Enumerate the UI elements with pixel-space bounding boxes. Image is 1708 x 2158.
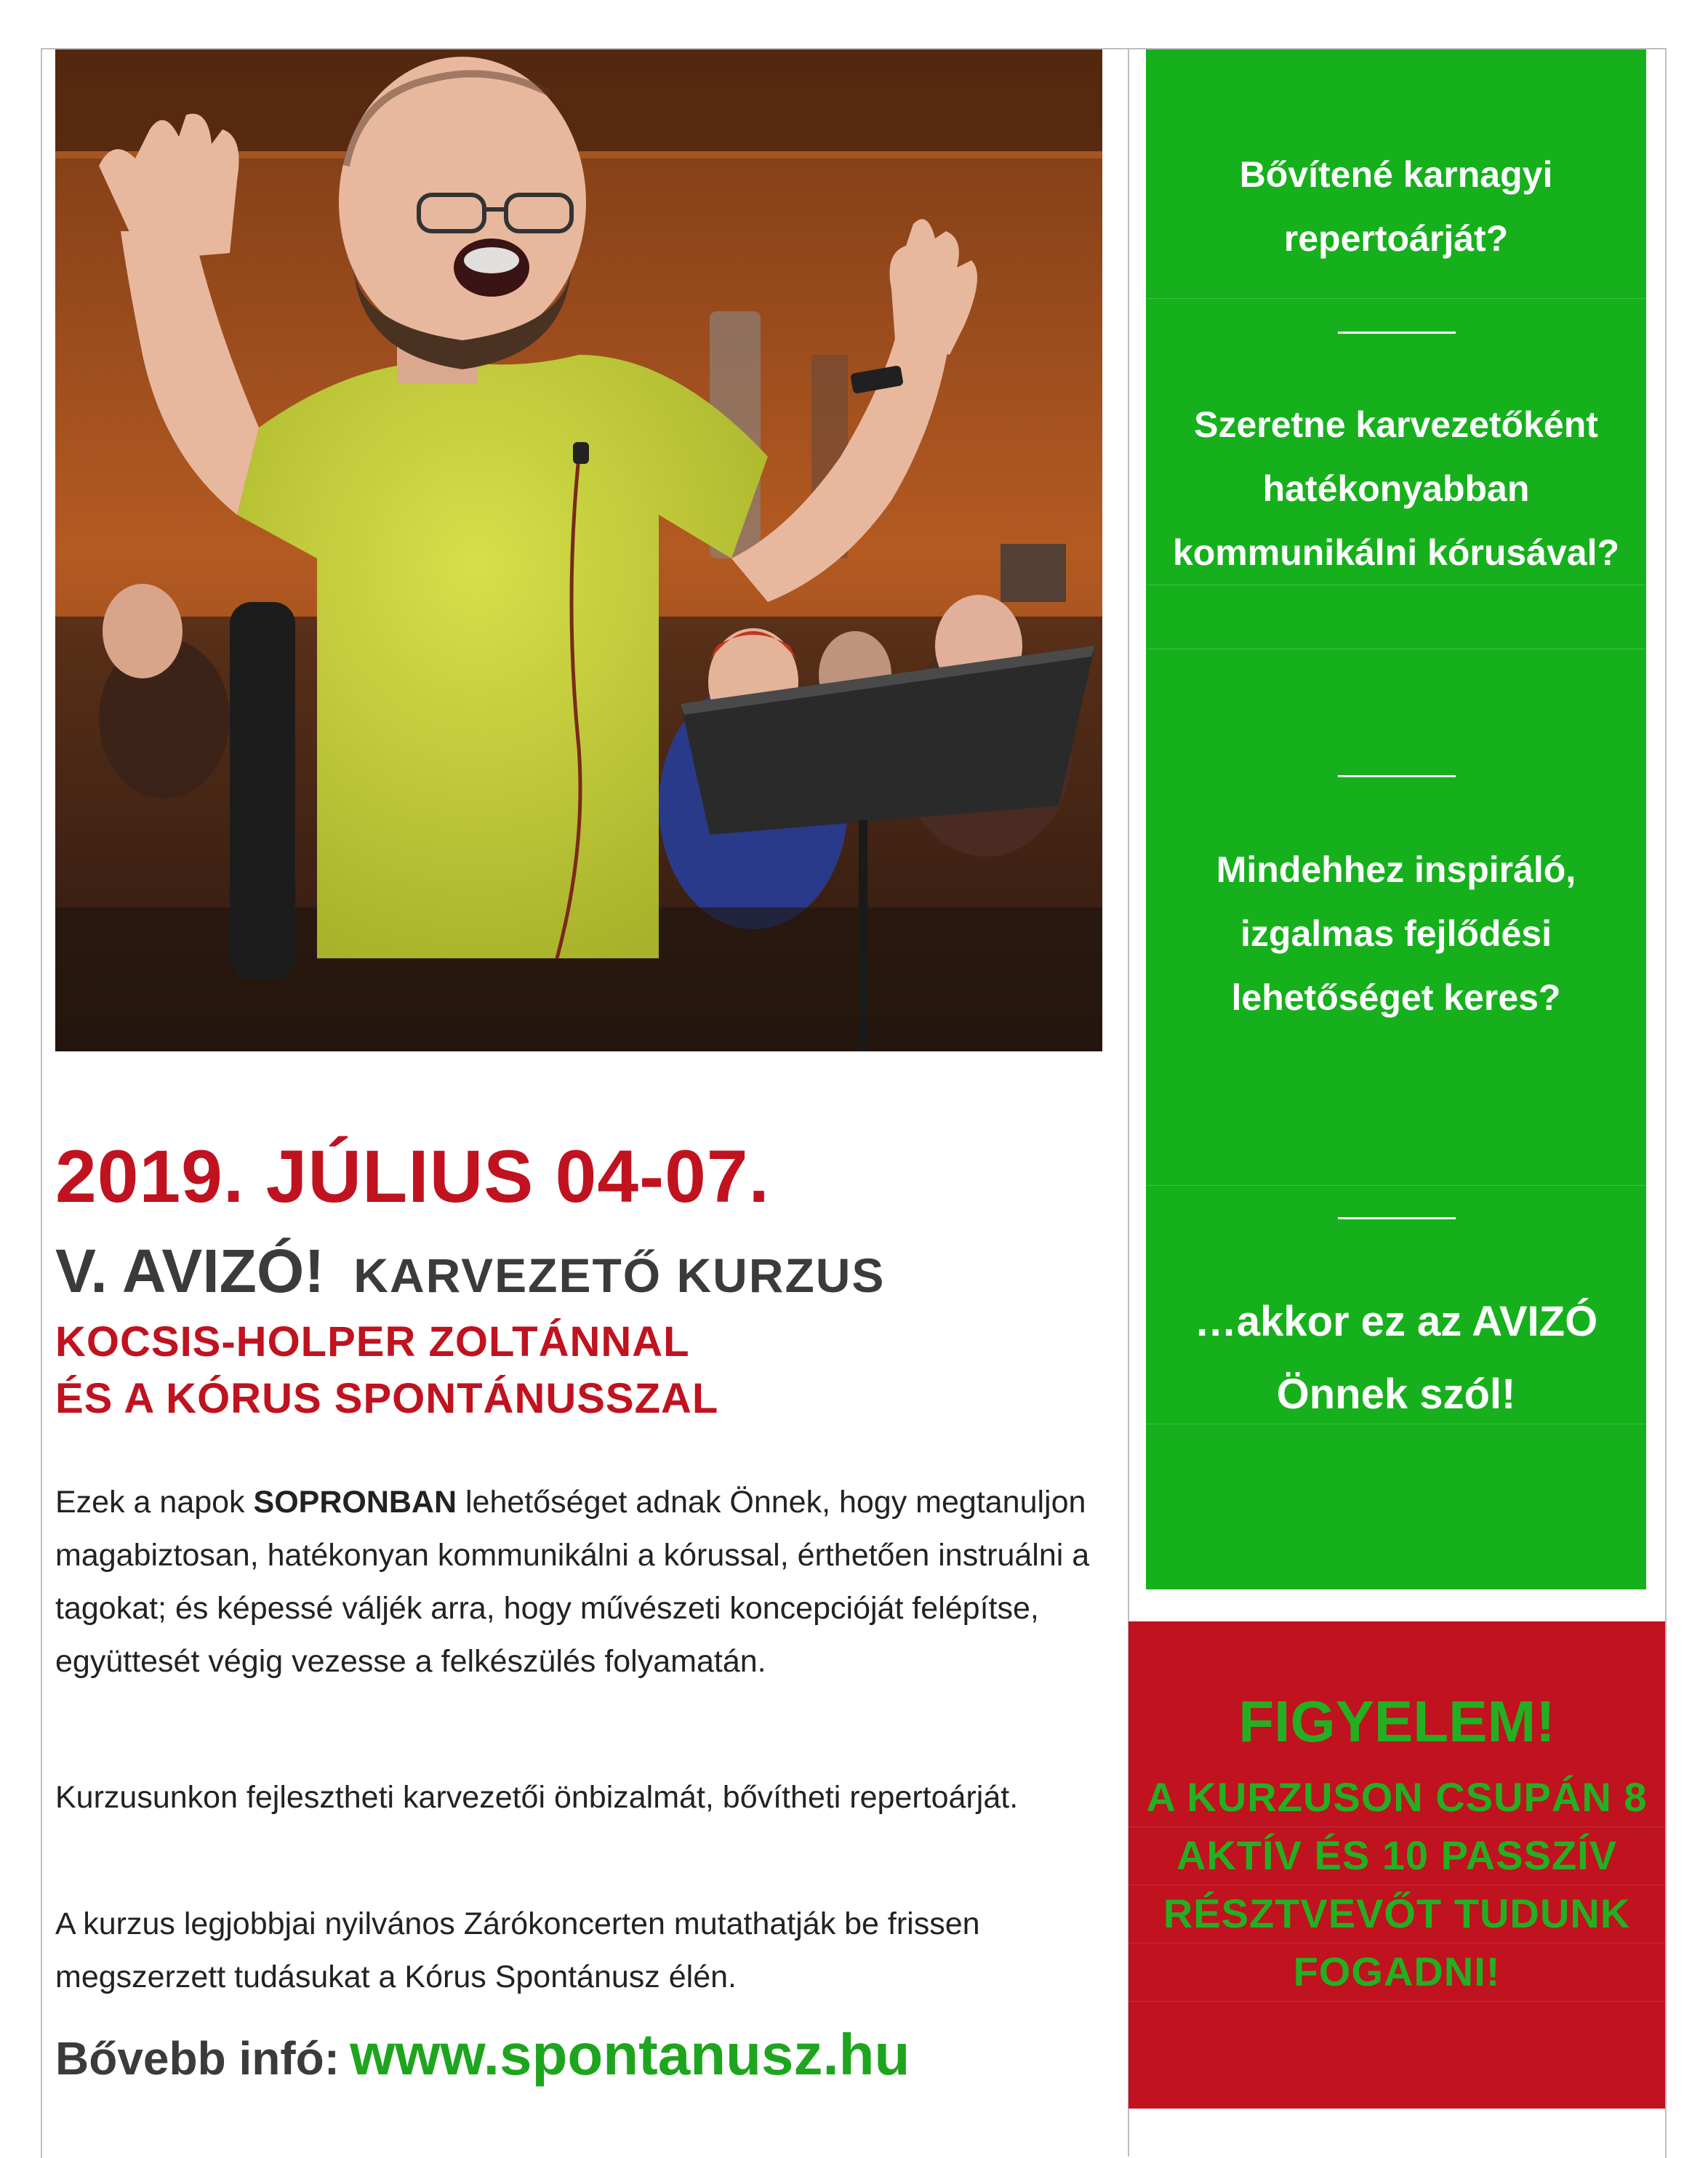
question-development: Mindehhez inspiráló, izgalmas fejlődési lehetőséget keres? bbox=[1216, 849, 1576, 1018]
more-info bbox=[55, 2021, 910, 2088]
website-link[interactable]: www.spontanusz.hu bbox=[350, 2022, 910, 2087]
question-communication: Szeretne karvezetőként hatékonyabban kommunikálni kórusával? bbox=[1172, 404, 1620, 573]
panel-separator bbox=[1146, 298, 1646, 299]
city-highlight: SOPRONBAN bbox=[253, 1485, 457, 1520]
question-repertoire: Bővítené karnagyi repertoárját? bbox=[1239, 154, 1553, 259]
body-paragraph-1 bbox=[55, 1476, 1117, 1688]
dash-divider bbox=[1338, 775, 1456, 777]
panel-conclusion: …akkor ez az AVIZÓ Önnek szól! bbox=[1194, 1298, 1598, 1418]
host-line-1: KOCSIS-HOLPER ZOLTÁNNAL bbox=[55, 1318, 690, 1365]
course-date: 2019. JÚLIUS 04-07. bbox=[55, 1135, 770, 1218]
course-name: KARVEZETŐ KURZUS bbox=[353, 1248, 886, 1302]
more-info-label: Bővebb infó: bbox=[55, 2032, 340, 2085]
notice-text: A KURZUSON CSUPÁN 8 AKTÍV ÉS 10 PASSZÍV RÉSZTVEVŐT TUDUNK FOGADNI! bbox=[1146, 1774, 1648, 1994]
host-line-2: ÉS A KÓRUS SPONTÁNUSSZAL bbox=[55, 1375, 719, 1422]
panel-separator bbox=[1146, 1185, 1646, 1186]
dash-divider bbox=[1338, 332, 1456, 334]
avizo-label: V. AVIZÓ! bbox=[55, 1237, 325, 1305]
subtitle-row bbox=[55, 1236, 885, 1307]
conductor-photo bbox=[55, 49, 1102, 1051]
p1-after: lehetőséget adnak Önnek, hogy megtanuljon magabiztosan, hatékonyan kommunikálni a kórussal, érthetően instruálni a tagokat; és képessé váljék arra, hogy művészeti koncepcióját felépítse, együttesét végig vezesse a felkészülés folyamatán. bbox=[55, 1485, 1090, 1679]
question-panel bbox=[1146, 49, 1646, 1589]
notice-title: FIGYELEM! bbox=[1238, 1689, 1555, 1754]
body-paragraph-3: A kurzus legjobbjai nyilvános Zárókoncerten mutathatják be frissen megszerzett tudásukat a Kórus Spontánusz élén. bbox=[55, 1906, 980, 1994]
notice-separator bbox=[1128, 2001, 1665, 2002]
body-paragraph-2: Kurzusunkon fejlesztheti karvezetői önbizalmát, bővítheti repertoárját. bbox=[55, 1780, 1019, 1815]
dash-divider bbox=[1338, 1217, 1456, 1219]
notice-panel bbox=[1128, 1621, 1665, 2109]
p1-before: Ezek a napok bbox=[55, 1485, 254, 1520]
